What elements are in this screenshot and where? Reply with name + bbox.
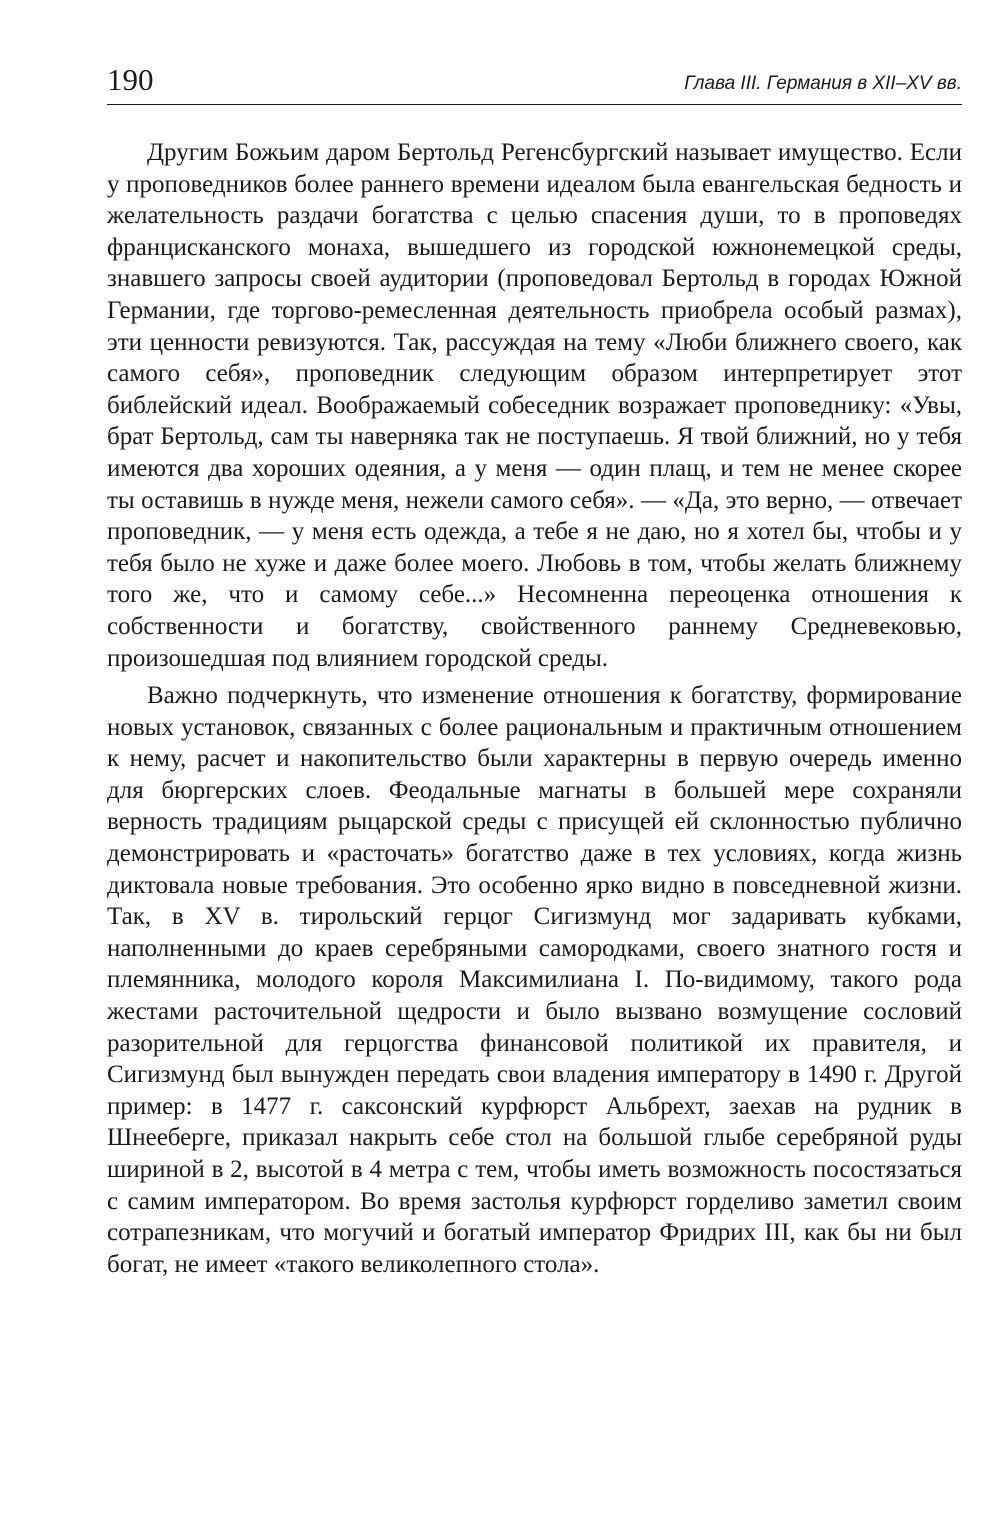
paragraph: Важно подчеркнуть, что изменение отношения к богатству, формирование новых установок, связанных с более рациональным и практичным отношением к нему, расчет и накопительство были характерны в первую очередь именно для бюргерских слоев. Феодальные магнаты в большей мере сохраняли верность традициям рыцарской среды с присущей ей склонностью публично демонстрировать и «расточать» богатство даже в тех условиях, когда жизнь диктовала новые требования. Это особенно ярко видно в повседневной жизни. Так, в XV в. тирольский герцог Сигизмунд мог задаривать кубками, наполненными до краев серебряными самородками, своего знатного гостя и племянника, молодого короля Максимилиана I. По-видимому, такого рода жестами расточительной щедрости и было вызвано возмущение сословий разорительной для герцогства финансовой политикой их правителя, и Сигизмунд был вынужден передать свои владения императору в 1490 г. Другой пример: в 1477 г. саксонский курфюрст Альбрехт, заехав на рудник в Шнееберге, приказал накрыть себе стол на большой глыбе серебряной руды шириной в 2, высотой в 4 метра с тем, чтобы иметь возможность посостязаться с самим императором. Во время застолья курфюрст горделиво заметил своим сотрапезникам, что могучий и богатый император Фридрих III, как бы ни был богат, не имеет «такого великолепного стола». (107, 682, 962, 1278)
running-head: Глава III. Германия в XII–XV вв. (684, 73, 962, 94)
header-rule (107, 104, 962, 105)
page-header (107, 62, 962, 106)
paragraph: Другим Божьим даром Бертольд Регенсбургский называет имущество. Если у проповедников более раннего времени идеалом была евангельская бедность и желательность раздачи богатства с целью спасения души, то в проповедях францисканского монаха, вышедшего из городской южнонемецкой среды, знавшего запросы своей аудитории (проповедовал Бертольд в городах Южной Германии, где торгово-ремесленная деятельность приобрела особый размах), эти ценности ревизуются. Так, рассуждая на тему «Люби ближнего своего, как самого себя», проповедник следующим образом интерпретирует этот библейский идеал. Воображаемый собеседник возражает проповеднику: «Увы, брат Бертольд, сам ты наверняка так не поступаешь. Я твой ближний, но у тебя имеются два хороших одеяния, а у меня — один плащ, и тем не менее скорее ты оставишь в нужде меня, нежели самого себя». — «Да, это верно, — отвечает проповедник, — у меня есть одежда, а тебе я не даю, но я хотел бы, чтобы и у тебя было не хуже и даже более моего. Любовь в том, чтобы желать ближнему того же, что и самому себе...» Несомненна переоценка отношения к собственности и богатству, свойственного раннему Средневековью, произошедшая под влиянием городской среды. (107, 139, 962, 672)
page-number: 190 (107, 62, 154, 97)
body-text (107, 137, 962, 1280)
